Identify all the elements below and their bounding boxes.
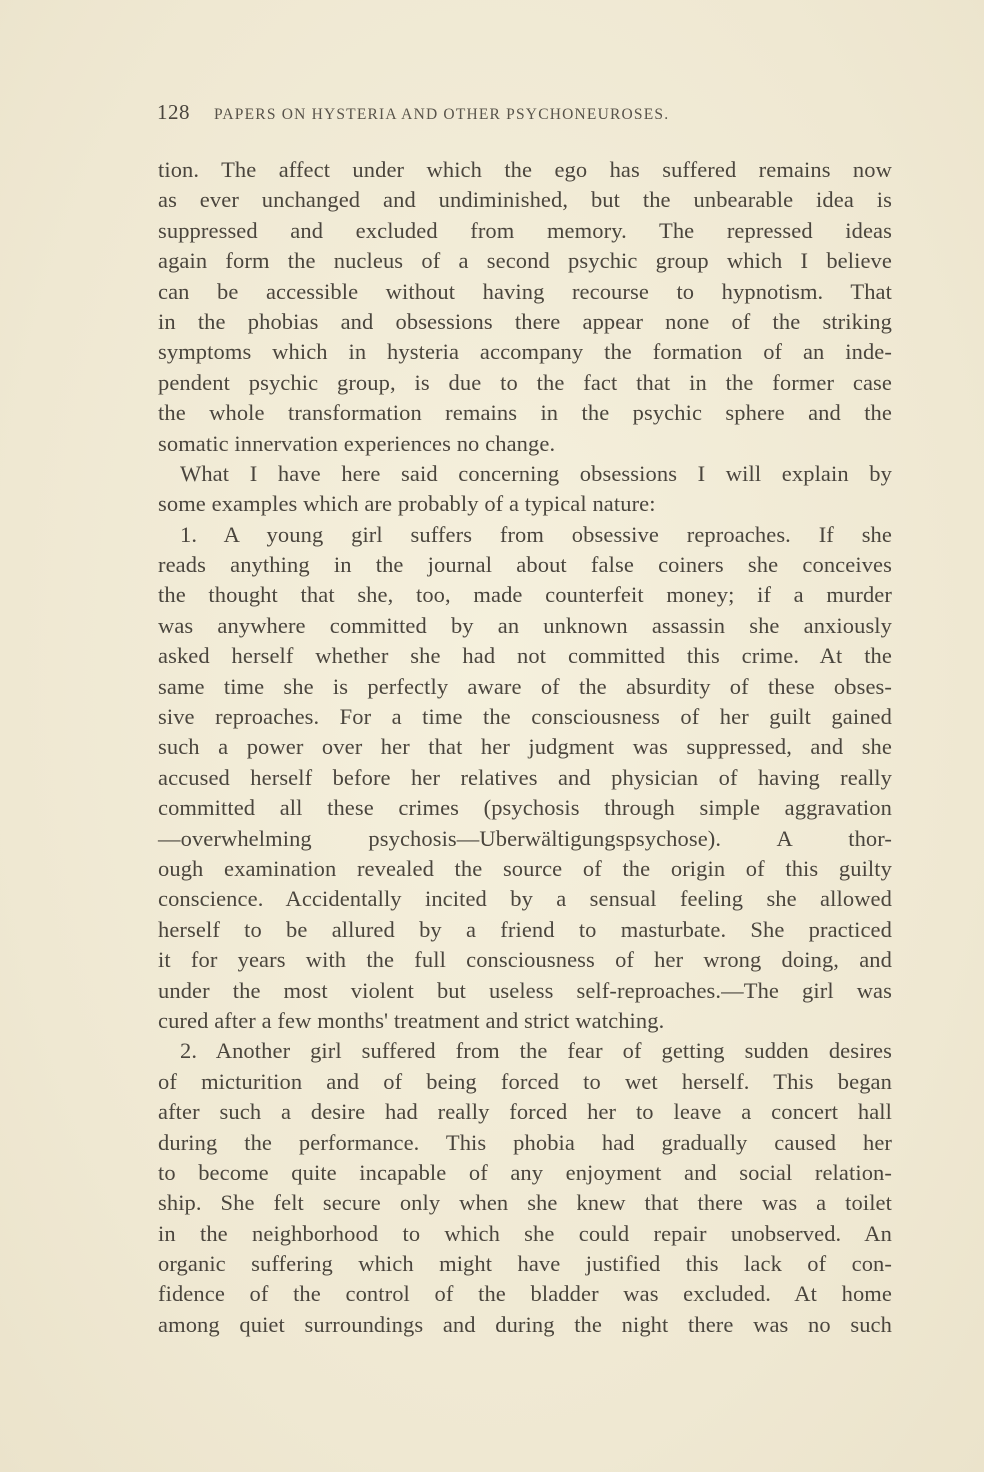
- text-line: sive reproaches. For a time the consciousness of her guilt gained: [158, 704, 892, 730]
- paragraph-start: 2. Another girl suffered from the fear of getting sudden desires: [180, 1038, 892, 1064]
- text-line: the whole transformation remains in the psychic sphere and the: [158, 400, 892, 426]
- text-line: asked herself whether she had not committed this crime. At the: [158, 643, 892, 669]
- running-title: PAPERS ON HYSTERIA AND OTHER PSYCHONEUROSES.: [214, 106, 670, 123]
- text-line: conscience. Accidentally incited by a sensual feeling she allowed: [158, 886, 892, 912]
- text-line: to become quite incapable of any enjoyment and social relation-: [158, 1159, 892, 1185]
- text-line: as ever unchanged and undiminished, but the unbearable idea is: [158, 187, 892, 213]
- text-line: in the neighborhood to which she could repair unobserved. An: [158, 1220, 892, 1246]
- text-line: —overwhelming psychosis—Uberwältigungspsychose). A thor-: [158, 825, 892, 851]
- text-line: the thought that she, too, made counterfeit money; if a murder: [158, 582, 892, 608]
- text-line: after such a desire had really forced her to leave a concert hall: [158, 1099, 892, 1125]
- text-line: symptoms which in hysteria accompany the formation of an inde-: [158, 339, 892, 365]
- text-line: herself to be allured by a friend to masturbate. She practiced: [158, 916, 892, 942]
- text-line: in the phobias and obsessions there appear none of the striking: [158, 308, 892, 334]
- page-number: 128: [157, 100, 190, 124]
- text-line: somatic innervation experiences no change.: [158, 430, 556, 456]
- text-line: pendent psychic group, is due to the fact that in the former case: [158, 369, 892, 395]
- text-line: ship. She felt secure only when she knew that there was a toilet: [158, 1190, 892, 1216]
- body-text: [158, 155, 892, 1340]
- text-line: during the performance. This phobia had gradually caused her: [158, 1129, 892, 1155]
- text-line: cured after a few months' treatment and strict watching.: [158, 1007, 665, 1033]
- text-line: accused herself before her relatives and physician of having really: [158, 764, 892, 790]
- text-line: it for years with the full consciousness of her wrong doing, and: [158, 947, 892, 973]
- text-line: of micturition and of being forced to wet herself. This began: [158, 1068, 892, 1094]
- text-line: again form the nucleus of a second psychic group which I believe: [158, 248, 892, 274]
- text-line: under the most violent but useless self-reproaches.—The girl was: [158, 977, 892, 1003]
- text-line: was anywhere committed by an unknown assassin she anxiously: [158, 612, 892, 638]
- text-line: suppressed and excluded from memory. The repressed ideas: [158, 217, 892, 243]
- text-line: same time she is perfectly aware of the absurdity of these obses-: [158, 673, 892, 699]
- text-line: such a power over her that her judgment was suppressed, and she: [158, 734, 892, 760]
- text-line: reads anything in the journal about false coiners she conceives: [158, 552, 892, 578]
- paragraph-start: 1. A young girl suffers from obsessive reproaches. If she: [180, 521, 892, 547]
- text-line: among quiet surroundings and during the night there was no such: [158, 1311, 892, 1337]
- text-line: some examples which are probably of a typical nature:: [158, 491, 656, 517]
- text-line: committed all these crimes (psychosis through simple aggravation: [158, 795, 892, 821]
- text-line: ough examination revealed the source of the origin of this guilty: [158, 855, 892, 881]
- paragraph-start: What I have here said concerning obsessions I will explain by: [180, 460, 892, 486]
- text-line: fidence of the control of the bladder was excluded. At home: [158, 1281, 892, 1307]
- text-line: organic suffering which might have justified this lack of con-: [158, 1251, 892, 1277]
- text-line: can be accessible without having recourse to hypnotism. That: [158, 278, 892, 304]
- running-head: [157, 100, 837, 130]
- text-line: tion. The affect under which the ego has suffered remains now: [158, 157, 892, 182]
